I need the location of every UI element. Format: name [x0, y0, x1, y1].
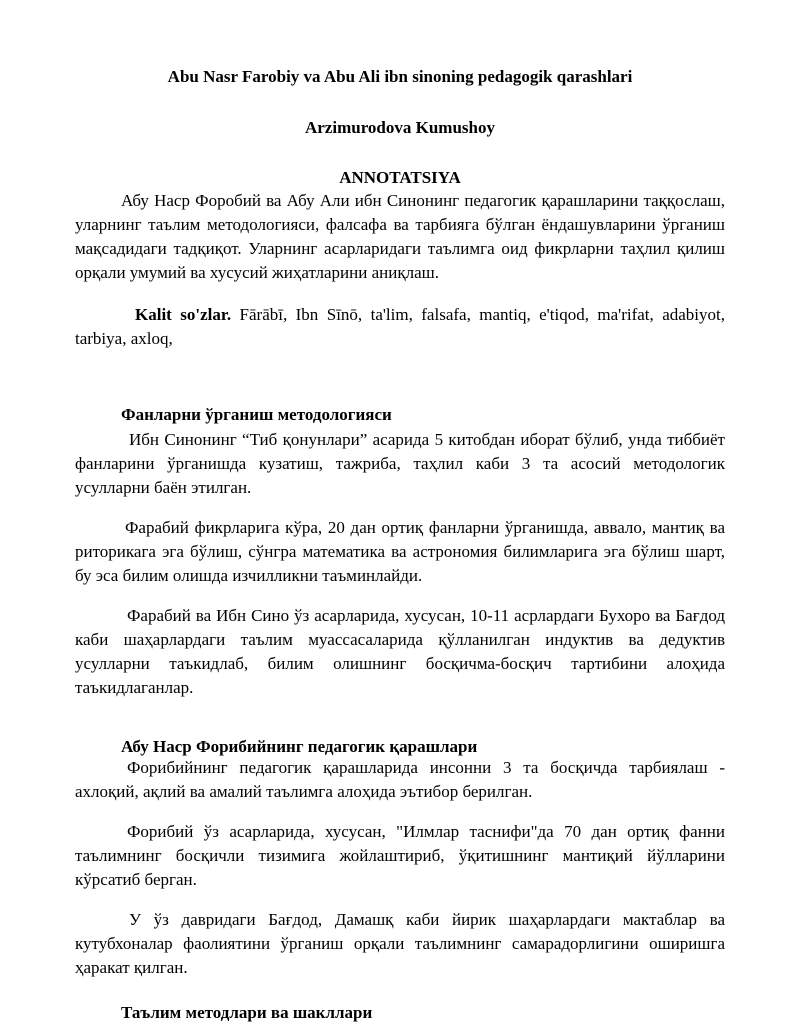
keywords-paragraph	[75, 303, 725, 351]
section-paragraph: Ибн Синонинг “Тиб қонунлари” асарида 5 китобдан иборат бўлиб, унда тиббиёт фанларини ўрганишда кузатиш, тажриба, таҳлил каби 3 та асосий методологик усулларни баён этилган.	[75, 430, 725, 497]
keywords-label: Kalit so'zlar.	[135, 305, 232, 324]
section-heading-methodology: Фанларни ўрганиш методологияси	[121, 405, 392, 424]
section-heading-methods: Таълим методлари ва шакллари	[121, 1003, 373, 1022]
document-title: Abu Nasr Farobiy va Abu Ali ibn sinoning pedagogik qarashlari	[167, 67, 633, 86]
section-paragraph: У ўз давридаги Бағдод, Дамашқ каби йирик шаҳарлардаги мактаблар ва кутубхоналар фаолиятини ўрганиш орқали таълимнинг самарадорлигини оширишга ҳаракат қилган.	[75, 910, 725, 977]
author-name: Arzimurodova Kumushoy	[304, 118, 495, 137]
section-paragraph: Форибийнинг педагогик қарашларида инсонни 3 та босқичда тарбиялаш - ахлоқий, ақлий ва амалий таълимга алоҳида эътибор берилган.	[75, 758, 725, 801]
section-paragraph: Фарабий ва Ибн Сино ўз асарларида, хусусан, 10-11 асрлардаги Бухоро ва Бағдод каби шаҳарлардаги таълим муассасаларида қўлланилган индуктив ва дедуктив усулларни таъкидлаб, билим олишнинг босқичма-босқич тартибини алоҳида таъкидлаганлар.	[75, 606, 725, 697]
section-paragraph: Фарабий фикрларига кўра, 20 дан ортиқ фанларни ўрганишда, аввало, мантиқ ва риторикага эга бўлиш, сўнгра математика ва астрономия билимларига эга бўлиш шарт, бу эса билим олишда изчилликни таъминлайди.	[75, 518, 725, 585]
section-paragraph: Форибий ўз асарларида, хусусан, "Илмлар таснифи"да 70 дан ортиқ фанни таълимнинг босқичли тизимига жойлаштириб, ўқитишнинг мантиқий йўлларини кўрсатиб берган.	[75, 822, 725, 889]
keywords-list: Fārābī, Ibn Sīnō, ta'lim, falsafa, mantiq, e'tiqod, ma'rifat, adabiyot, tarbiya, axloq,	[75, 305, 725, 348]
abstract-paragraph: Абу Наср Форобий ва Абу Али ибн Синонинг педагогик қарашларини таққослаш, уларнинг таълим методологияси, фалсафа ва тарбияга бўлган ёндашувларини ўрганиш мақсадидаги тадқиқот. Уларнинг асарларидаги таълимга оид фикрларни таҳлил қилиш орқали умумий ва хусусий жиҳатларини аниқлаш.	[75, 191, 725, 282]
section-heading-farabi: Абу Наср Форибийнинг педагогик қарашлари	[121, 737, 478, 756]
abstract-heading: ANNOTATSIYA	[339, 168, 461, 187]
